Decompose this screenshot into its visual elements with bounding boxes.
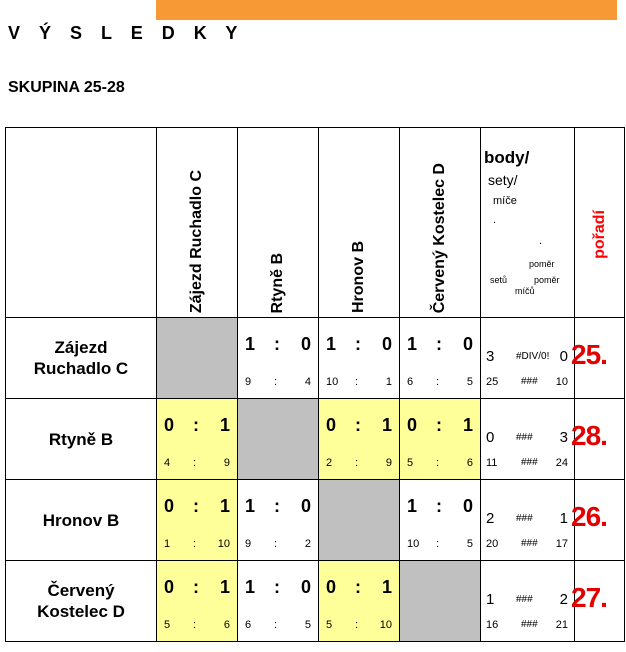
ball-score-value: 2 [304,538,311,550]
rank-header [575,128,625,318]
balls-value: 24 [555,457,568,469]
column-header-team-1 [157,128,238,318]
balls-value: 11 [486,457,498,469]
ball-score-value: 1 [164,538,171,550]
match-score-cell [157,399,238,480]
set-score-value: 0 [300,334,311,354]
match-score-cell [319,318,400,399]
row-header-label: Hronov B [42,510,120,530]
points-header-balls: míče [493,195,517,207]
sets-value: 0 [559,348,568,365]
ball-score-value: 6 [407,376,414,388]
page-title: V Ý S L E D K Y [8,23,245,43]
set-score-value: 1 [219,577,230,597]
rank-header-label: pořadí [590,210,608,259]
match-score-cell [157,480,238,561]
corner-cell [6,128,157,318]
ball-score-value: 6 [223,619,230,631]
ball-score-value: : [193,619,197,631]
set-score-value: 0 [164,415,175,435]
ratio-value: ### [521,457,538,468]
ball-score-value: 10 [217,538,230,550]
row-header-label: Zájezd [54,338,108,357]
points-header-of-balls: míčů [515,286,535,296]
points-value: 2 [486,510,495,527]
match-score-cell [400,318,481,399]
match-score-cell [400,399,481,480]
points-header-body: body/ [484,148,530,167]
ball-score-value: : [355,376,359,388]
ball-score-value: 10 [326,376,339,388]
set-score-value: 0 [462,334,473,354]
row-header-team [6,480,157,561]
ball-score-value: 9 [245,538,252,550]
ball-score-value: : [274,376,278,388]
ball-score-value: : [436,457,440,469]
set-score-value: 0 [300,496,311,516]
rank-value: 27. [571,582,607,613]
points-header-dot: . [493,214,497,226]
ball-score-value: 9 [223,457,230,469]
set-score-value: : [193,496,199,516]
orange-accent-bar [156,0,617,20]
ball-score-value: : [355,457,359,469]
ball-score-value: 1 [385,376,392,388]
ratio-value: ### [516,432,533,443]
column-header-label: Rtyně B [269,252,286,313]
row-header-team [6,399,157,480]
column-header-label: Červený Kostelec D [431,162,448,313]
ball-score-value: 5 [466,376,473,388]
diagonal-cell [400,561,481,642]
row-header-team [6,318,157,399]
set-score-value: : [193,415,199,435]
rank-cell [571,561,625,642]
column-header-label: Hronov B [350,241,367,313]
ratio-value: ### [516,594,533,605]
standings-cell [481,318,575,399]
match-score-cell [157,561,238,642]
set-score-value: 1 [462,415,473,435]
ratio-value: #DIV/0! [516,351,550,362]
ball-score-value: : [274,538,278,550]
ball-score-value: 5 [326,619,333,631]
balls-value: 20 [486,538,499,550]
ball-score-value: 6 [245,619,252,631]
set-score-value: : [274,334,280,354]
set-score-value: : [436,334,442,354]
set-score-value: 0 [381,334,392,354]
points-header-of-sets: setů [490,275,508,285]
points-header-sets: sety/ [488,172,518,188]
ball-score-value: : [274,619,278,631]
points-value: 3 [486,348,495,365]
set-score-value: 1 [407,496,418,516]
ball-score-value: : [193,538,197,550]
set-score-value: 0 [164,496,175,516]
group-label: SKUPINA 25-28 [8,79,125,96]
set-score-value: 0 [326,415,337,435]
set-score-value: 1 [407,334,418,354]
ratio-value: ### [521,538,538,549]
set-score-value: 1 [219,496,230,516]
set-score-value: 0 [300,577,311,597]
balls-value: 21 [555,619,568,631]
set-score-value: 0 [164,577,175,597]
row-header-label: Červený [47,581,115,600]
set-score-value: 1 [245,334,256,354]
ball-score-value: 4 [304,376,311,388]
team-row [6,399,625,480]
balls-value: 10 [555,376,568,388]
team-row [6,318,625,399]
match-score-cell [319,561,400,642]
diagonal-cell [238,399,319,480]
row-header-label: Kostelec D [37,602,125,621]
points-header-dot: . [539,235,543,247]
column-header-team-2 [238,128,319,318]
match-score-cell [400,480,481,561]
ball-score-value: 10 [379,619,392,631]
set-score-value: : [355,415,361,435]
set-score-value: : [436,496,442,516]
ball-score-value: 5 [304,619,311,631]
sets-value: 3 [559,429,568,446]
row-header-label: Rtyně B [48,429,114,449]
points-header-ratio: poměr [534,275,560,285]
match-score-cell [238,561,319,642]
ball-score-value: 5 [164,619,171,631]
set-score-value: 1 [219,415,230,435]
diagonal-cell [157,318,238,399]
team-row [6,561,625,642]
balls-value: 16 [486,619,499,631]
column-header-team-4 [400,128,481,318]
team-row [6,480,625,561]
set-score-value: 1 [245,577,256,597]
set-score-value: 1 [381,577,392,597]
row-header-label: Ruchadlo C [33,359,129,378]
points-header [481,128,575,318]
points-header-ratio: poměr [529,259,555,269]
rank-value: 25. [571,339,607,370]
ball-score-value: 2 [326,457,333,469]
column-header-team-3 [319,128,400,318]
set-score-value: 0 [462,496,473,516]
ball-score-value: : [193,457,197,469]
standings-cell [481,480,575,561]
set-score-value: 0 [326,577,337,597]
standings-cell [481,561,575,642]
set-score-value: : [274,496,280,516]
set-score-value: 1 [381,415,392,435]
set-score-value: : [355,577,361,597]
header-row [6,128,625,318]
ball-score-value: 9 [245,376,252,388]
ball-score-value: : [436,538,440,550]
set-score-value: : [193,577,199,597]
ball-score-value: 6 [466,457,473,469]
points-value: 0 [486,429,495,446]
column-header-label: Zájezd Ruchadlo C [188,169,205,313]
ratio-value: ### [521,376,538,387]
row-header-team [6,561,157,642]
ball-score-value: : [436,376,440,388]
rank-cell [571,318,625,399]
set-score-value: 1 [326,334,337,354]
set-score-value: : [274,577,280,597]
match-score-cell [238,480,319,561]
balls-value: 25 [486,376,499,388]
diagonal-cell [319,480,400,561]
ratio-value: ### [516,513,533,524]
set-score-value: 0 [407,415,418,435]
results-table [5,127,625,642]
ball-score-value: 10 [407,538,420,550]
ball-score-value: 5 [466,538,473,550]
ball-score-value: 5 [407,457,414,469]
match-score-cell [319,399,400,480]
rank-value: 28. [571,420,607,451]
rank-value: 26. [571,501,607,532]
standings-cell [481,399,575,480]
ratio-value: ### [521,619,538,630]
set-score-value: : [355,334,361,354]
set-score-value: 1 [245,496,256,516]
rank-cell [571,480,625,561]
sets-value: 1 [559,510,568,527]
sets-value: 2 [559,591,568,608]
ball-score-value: 4 [164,457,171,469]
set-score-value: : [436,415,442,435]
ball-score-value: : [355,619,359,631]
ball-score-value: 9 [385,457,392,469]
match-score-cell [238,318,319,399]
rank-cell [571,399,625,480]
points-value: 1 [486,591,495,608]
balls-value: 17 [555,538,568,550]
